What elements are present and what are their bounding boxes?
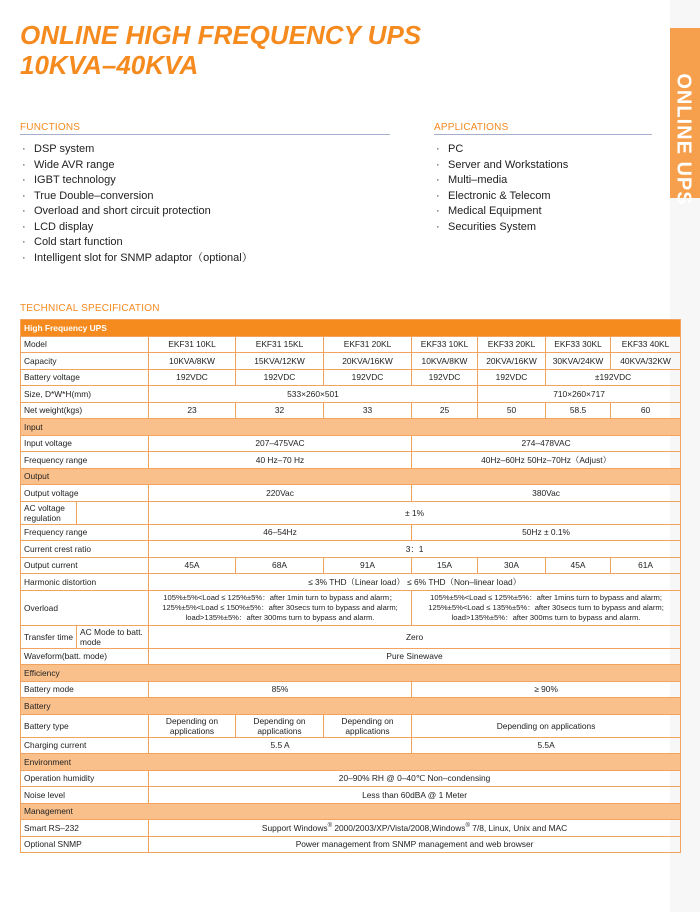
table-row: Operation humidity 20–90% RH @ 0–40℃ Non–condensing: [21, 770, 681, 787]
overload-left: 105%±5%<Load ≤ 125%±5%：after 1min turn to bypass and alarm； 125%±5%<Load ≤ 150%±5%：after 30secs turn to bypass and alarm; load>135%±5%：after 300ms turn to bypass and alarm.: [149, 590, 412, 625]
table-row: Capacity 10KVA/8KW 15KVA/12KW 20KVA/16KW 10KVA/8KW 20KVA/16KW 30KVA/24KW 40KVA/32KW: [21, 353, 681, 370]
table-row: Current crest ratio 3：1: [21, 541, 681, 558]
side-tab-orange: [670, 28, 700, 206]
title-line-1: ONLINE HIGH FREQUENCY UPS: [20, 20, 422, 50]
table-row: Transfer time AC Mode to batt. mode Zero: [21, 625, 681, 648]
spec-heading: TECHNICAL SPECIFICATION: [20, 303, 160, 314]
overload-right: 105%±5%<Load ≤ 125%±5%：after 1mins turn to bypass and alarm; 125%±5%<Load ≤ 135%±5%：after 30secs turn to bypass and alarm; load>135%±5%：after 300ms turn to bypass and alarm.: [412, 590, 681, 625]
title-line-2: 10KVA–40KVA: [20, 50, 199, 80]
applications-rule: [434, 134, 652, 135]
list-item: · Cold start function: [22, 236, 123, 248]
table-title: High Frequency UPS: [21, 320, 681, 337]
table-row: Net weight(kgs) 23 32 33 25 50 58.5 60: [21, 402, 681, 419]
table-row: Size, D*W*H(mm) 533×260×501 710×260×717: [21, 386, 681, 403]
page-title: [20, 20, 421, 80]
list-item: · PC: [436, 143, 464, 155]
band-battery: Battery: [21, 698, 681, 715]
table-row: Smart RS–232 Support Windows® 2000/2003/XP/Vista/2008,Windows® 7/8, Linux, Unix and MAC: [21, 820, 681, 837]
list-item: · Multi–media: [436, 174, 508, 186]
table-row: Frequency range 46–54Hz 50Hz ± 0.1%: [21, 524, 681, 541]
table-row: Frequency range 40 Hz–70 Hz 40Hz–60Hz 50Hz–70Hz（Adjust）: [21, 452, 681, 469]
functions-list: [22, 142, 253, 266]
applications-list: [436, 142, 568, 235]
table-row: Harmonic distortion ≤ 3% THD（Linear load） ≤ 6% THD（Non–linear load）: [21, 574, 681, 591]
list-item: · Medical Equipment: [436, 205, 542, 217]
list-item: · Securities System: [436, 220, 537, 233]
list-item: · True Double–conversion: [22, 189, 154, 202]
list-item: · IGBT technology: [22, 174, 116, 186]
side-tab-label: ONLINE UPS: [672, 73, 695, 206]
band-input: Input: [21, 419, 681, 436]
table-row: Waveform(batt. mode) Pure Sinewave: [21, 648, 681, 665]
list-item: · DSP system: [22, 143, 95, 155]
table-row: Battery voltage 192VDC 192VDC 192VDC 192VDC 192VDC ±192VDC: [21, 369, 681, 386]
table-row: Output current 45A 68A 91A 15A 30A 45A 61A: [21, 557, 681, 574]
list-item: · LCD display: [22, 220, 94, 233]
table-row: Model EKF31 10KL EKF31 15KL EKF31 20KL EKF33 10KL EKF33 20KL EKF33 30KL EKF33 40KL: [21, 336, 681, 353]
list-item: · Electronic & Telecom: [436, 189, 551, 202]
functions-heading: FUNCTIONS: [20, 122, 81, 133]
spec-table: [20, 319, 681, 853]
applications-heading: APPLICATIONS: [434, 122, 509, 133]
table-row: Noise level Less than 60dBA @ 1 Meter: [21, 787, 681, 804]
list-item: · Intelligent slot for SNMP adaptor（optional）: [22, 251, 253, 264]
band-environment: Environment: [21, 754, 681, 771]
smart-rs232-value: Support Windows® 2000/2003/XP/Vista/2008,Windows® 7/8, Linux, Unix and MAC: [149, 820, 681, 837]
band-efficiency: Efficiency: [21, 665, 681, 682]
list-item: · Wide AVR range: [22, 158, 115, 171]
table-row: Charging current 5.5 A 5.5A: [21, 737, 681, 754]
band-output: Output: [21, 468, 681, 485]
table-row: Overload 105%±5%<Load ≤ 125%±5%：after 1min turn to bypass and alarm； 125%±5%<Load ≤ 150%±5%：after 30secs turn to bypass and alarm; load>135%±5%：after 300ms turn to bypass and alarm. 105%±5%<Load ≤ 125%±5%：after 1mins turn to bypass and alarm; 125%±5%<Load ≤ 135%±5%：after 30secs turn to bypass and alarm; load>135%±5%：after 300ms turn to bypass and alarm.: [21, 590, 681, 625]
list-item: · Server and Workstations: [436, 158, 569, 171]
table-row: Optional SNMP Power management from SNMP management and web browser: [21, 836, 681, 853]
list-item: · Overload and short circuit protection: [22, 205, 211, 217]
table-row: AC voltage regulation ± 1%: [21, 501, 681, 524]
table-row: Battery type Depending on applications Depending on applications Depending on applications Depending on applications: [21, 714, 681, 737]
band-management: Management: [21, 803, 681, 820]
table-row: Battery mode 85% ≥ 90%: [21, 681, 681, 698]
table-row: Output voltage 220Vac 380Vac: [21, 485, 681, 502]
functions-rule: [20, 134, 390, 135]
table-row: Input voltage 207–475VAC 274–478VAC: [21, 435, 681, 452]
